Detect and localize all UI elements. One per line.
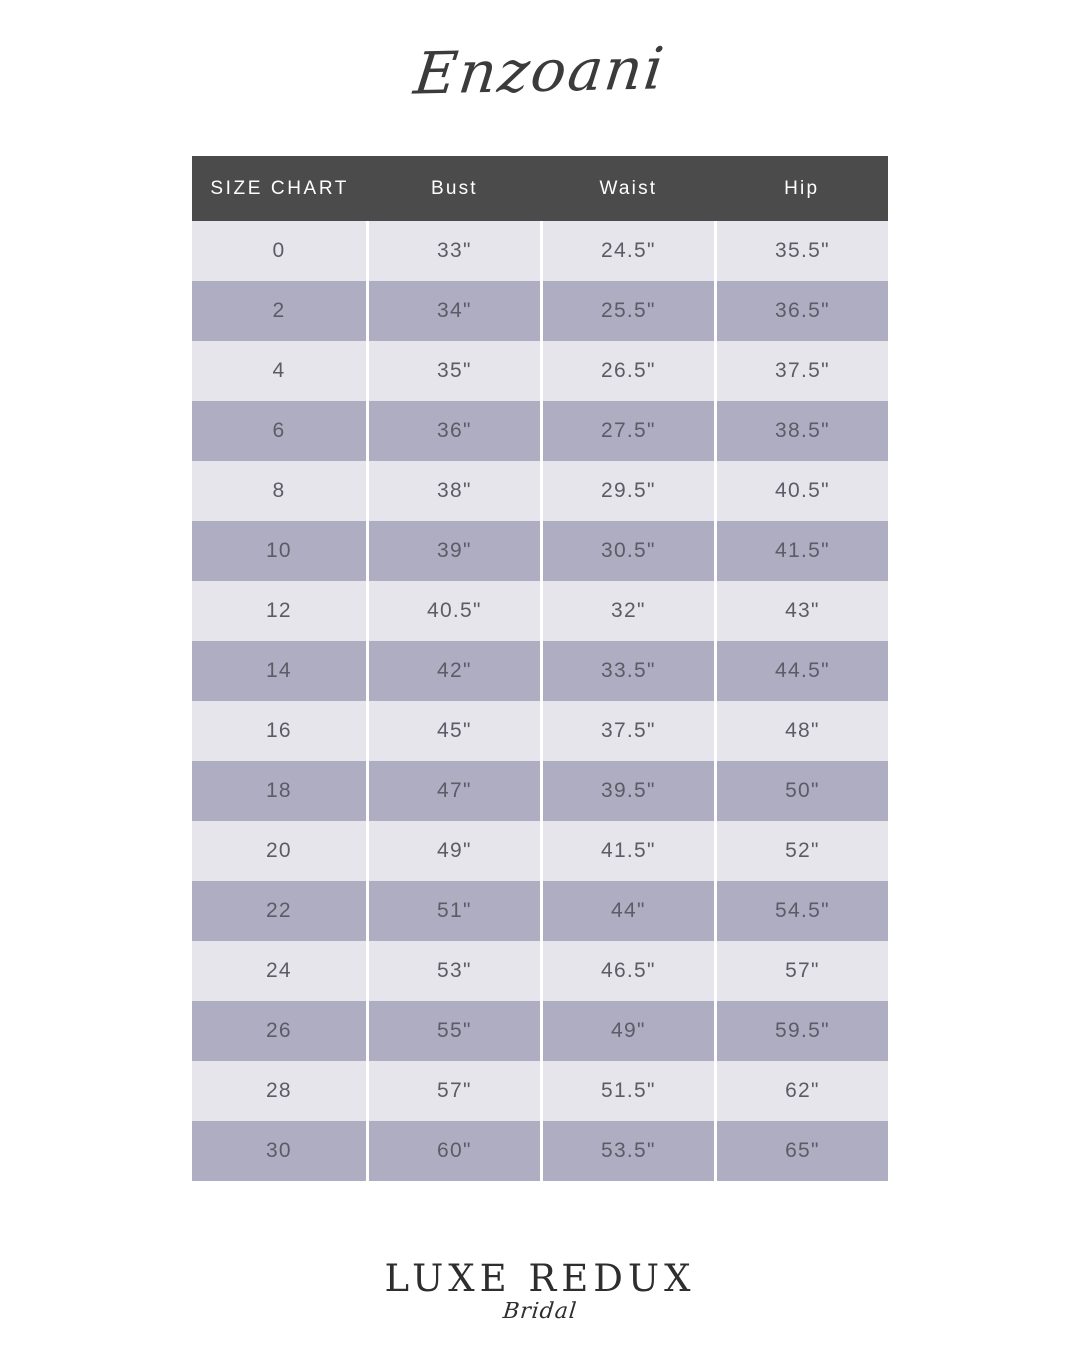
cell-size: 24 — [192, 941, 367, 1001]
brand-wordmark: Enzoani — [410, 34, 670, 108]
cell-hip: 52" — [715, 821, 888, 881]
cell-size: 12 — [192, 581, 367, 641]
cell-size: 16 — [192, 701, 367, 761]
cell-size: 6 — [192, 401, 367, 461]
cell-bust: 53" — [367, 941, 541, 1001]
cell-size: 14 — [192, 641, 367, 701]
cell-waist: 53.5" — [541, 1121, 715, 1181]
cell-size: 22 — [192, 881, 367, 941]
table-row — [192, 1001, 888, 1061]
table-row — [192, 581, 888, 641]
cell-waist: 37.5" — [541, 701, 715, 761]
cell-bust: 49" — [367, 821, 541, 881]
cell-hip: 54.5" — [715, 881, 888, 941]
cell-bust: 45" — [367, 701, 541, 761]
cell-size: 30 — [192, 1121, 367, 1181]
table-row — [192, 341, 888, 401]
column-header-waist: Waist — [541, 156, 715, 221]
cell-waist: 44" — [541, 881, 715, 941]
size-chart-table-wrapper — [192, 156, 888, 1181]
column-header-bust: Bust — [367, 156, 541, 221]
cell-hip: 35.5" — [715, 221, 888, 281]
cell-bust: 36" — [367, 401, 541, 461]
cell-bust: 33" — [367, 221, 541, 281]
cell-hip: 48" — [715, 701, 888, 761]
cell-hip: 40.5" — [715, 461, 888, 521]
cell-hip: 43" — [715, 581, 888, 641]
cell-size: 10 — [192, 521, 367, 581]
table-row — [192, 1061, 888, 1121]
table-row — [192, 521, 888, 581]
cell-size: 0 — [192, 221, 367, 281]
cell-waist: 25.5" — [541, 281, 715, 341]
table-row — [192, 761, 888, 821]
cell-bust: 38" — [367, 461, 541, 521]
cell-hip: 44.5" — [715, 641, 888, 701]
cell-size: 2 — [192, 281, 367, 341]
table-row — [192, 821, 888, 881]
cell-waist: 30.5" — [541, 521, 715, 581]
size-chart-table — [192, 156, 888, 1181]
column-header-hip: Hip — [715, 156, 888, 221]
cell-size: 28 — [192, 1061, 367, 1121]
cell-waist: 27.5" — [541, 401, 715, 461]
cell-waist: 32" — [541, 581, 715, 641]
cell-hip: 62" — [715, 1061, 888, 1121]
table-row — [192, 281, 888, 341]
cell-hip: 37.5" — [715, 341, 888, 401]
table-row — [192, 941, 888, 1001]
cell-size: 26 — [192, 1001, 367, 1061]
cell-waist: 24.5" — [541, 221, 715, 281]
table-row — [192, 701, 888, 761]
table-row — [192, 461, 888, 521]
table-header-row — [192, 156, 888, 221]
cell-waist: 51.5" — [541, 1061, 715, 1121]
cell-waist: 49" — [541, 1001, 715, 1061]
cell-bust: 47" — [367, 761, 541, 821]
cell-bust: 51" — [367, 881, 541, 941]
cell-bust: 55" — [367, 1001, 541, 1061]
table-row — [192, 1121, 888, 1181]
cell-size: 8 — [192, 461, 367, 521]
cell-hip: 38.5" — [715, 401, 888, 461]
footer-logo — [0, 1257, 1080, 1324]
cell-hip: 59.5" — [715, 1001, 888, 1061]
cell-size: 4 — [192, 341, 367, 401]
table-row — [192, 641, 888, 701]
cell-bust: 60" — [367, 1121, 541, 1181]
cell-size: 20 — [192, 821, 367, 881]
cell-bust: 39" — [367, 521, 541, 581]
table-row — [192, 221, 888, 281]
cell-waist: 26.5" — [541, 341, 715, 401]
table-row — [192, 401, 888, 461]
cell-waist: 33.5" — [541, 641, 715, 701]
cell-waist: 41.5" — [541, 821, 715, 881]
cell-bust: 35" — [367, 341, 541, 401]
cell-bust: 42" — [367, 641, 541, 701]
cell-size: 18 — [192, 761, 367, 821]
cell-bust: 34" — [367, 281, 541, 341]
table-header — [192, 156, 888, 221]
cell-bust: 40.5" — [367, 581, 541, 641]
cell-waist: 46.5" — [541, 941, 715, 1001]
footer-brand-tagline: Bridal — [501, 1299, 579, 1324]
table-body — [192, 221, 888, 1181]
table-row — [192, 881, 888, 941]
cell-hip: 36.5" — [715, 281, 888, 341]
column-header-size: SIZE CHART — [192, 156, 367, 221]
cell-bust: 57" — [367, 1061, 541, 1121]
cell-hip: 41.5" — [715, 521, 888, 581]
cell-hip: 65" — [715, 1121, 888, 1181]
brand-header — [0, 28, 1080, 114]
footer-brand-name: LUXE REDUX — [384, 1257, 696, 1300]
cell-hip: 57" — [715, 941, 888, 1001]
cell-waist: 39.5" — [541, 761, 715, 821]
cell-waist: 29.5" — [541, 461, 715, 521]
cell-hip: 50" — [715, 761, 888, 821]
